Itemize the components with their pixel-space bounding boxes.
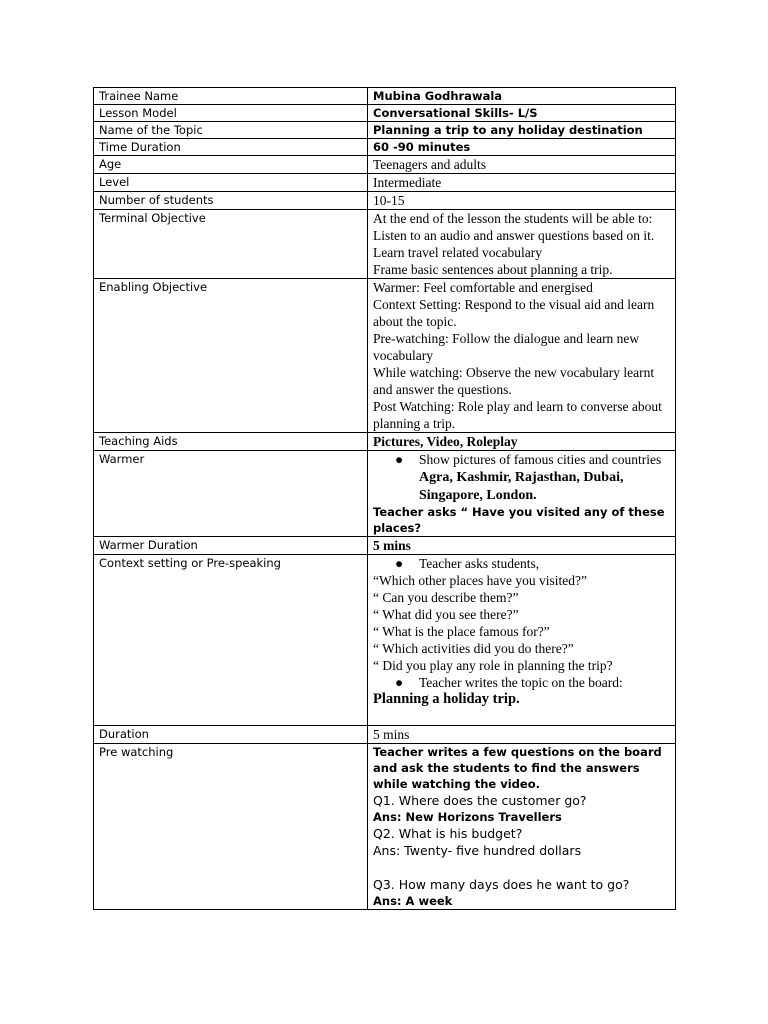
enabling-objective-label: Enabling Objective xyxy=(94,279,368,433)
terminal-objective-value xyxy=(368,210,676,279)
students-value: 10-15 xyxy=(368,192,676,210)
board-topic: Planning a holiday trip. xyxy=(373,691,520,707)
bullet-icon: ● xyxy=(395,452,404,467)
row-terminal-objective xyxy=(94,210,676,279)
trainee-name-label: Trainee Name xyxy=(94,88,368,105)
context-setting-value xyxy=(368,555,676,726)
lesson-plan-table xyxy=(93,87,676,910)
row-pre-watching xyxy=(94,744,676,910)
terminal-line: Frame basic sentences about planning a trip. xyxy=(373,262,613,277)
row-warmer xyxy=(94,451,676,537)
answer-1: Ans: New Horizons Travellers xyxy=(373,810,562,824)
context-setting-label: Context setting or Pre-speaking xyxy=(94,555,368,726)
level-label: Level xyxy=(94,174,368,192)
bullet-icon: ● xyxy=(395,556,404,571)
warmer-bullet-text: Show pictures of famous cities and countries xyxy=(419,452,662,467)
terminal-line: At the end of the lesson the students will be able to: xyxy=(373,211,653,226)
context-question: “ What is the place famous for?” xyxy=(373,624,550,639)
context-question: “ Did you play any role in planning the trip? xyxy=(373,658,613,673)
terminal-line: Learn travel related vocabulary xyxy=(373,245,543,260)
answer-2: Ans: Twenty- five hundred dollars xyxy=(373,843,582,858)
context-question: “ What did you see there?” xyxy=(373,607,519,622)
context-bullet-2 xyxy=(373,674,671,691)
topic-value: Planning a trip to any holiday destination xyxy=(368,122,676,139)
context-question: “ Which activities did you do there?” xyxy=(373,641,574,656)
enabling-line: While watching: Observe the new vocabulary learnt and answer the questions. xyxy=(373,365,655,397)
time-duration-value: 60 -90 minutes xyxy=(368,139,676,156)
row-context-setting xyxy=(94,555,676,726)
warmer-bullet-item xyxy=(373,451,671,504)
row-teaching-aids xyxy=(94,433,676,451)
context-bullet-1-text: Teacher asks students, xyxy=(419,556,540,571)
row-lesson-model xyxy=(94,105,676,122)
row-age xyxy=(94,156,676,174)
students-label: Number of students xyxy=(94,192,368,210)
trainee-name-value: Mubina Godhrawala xyxy=(368,88,676,105)
row-level xyxy=(94,174,676,192)
warmer-duration-value: 5 mins xyxy=(368,537,676,555)
warmer-teacher-question: Teacher asks “ Have you visited any of these places? xyxy=(373,505,665,535)
lesson-model-label: Lesson Model xyxy=(94,105,368,122)
teaching-aids-label: Teaching Aids xyxy=(94,433,368,451)
bullet-icon: ● xyxy=(395,675,404,690)
enabling-line: Pre-watching: Follow the dialogue and learn new vocabulary xyxy=(373,331,640,363)
duration-value: 5 mins xyxy=(368,726,676,744)
warmer-places: Agra, Kashmir, Rajasthan, Dubai, Singapore, London. xyxy=(419,470,624,503)
pre-watching-intro: Teacher writes a few questions on the board and ask the students to find the answers while watching the video. xyxy=(373,745,662,791)
enabling-line: Post Watching: Role play and learn to converse about planning a trip. xyxy=(373,399,662,431)
spacer xyxy=(373,859,671,876)
pre-watching-label: Pre watching xyxy=(94,744,368,910)
topic-label: Name of the Topic xyxy=(94,122,368,139)
pre-watching-value xyxy=(368,744,676,910)
row-topic xyxy=(94,122,676,139)
enabling-line: Warmer: Feel comfortable and energised xyxy=(373,280,593,295)
age-value: Teenagers and adults xyxy=(368,156,676,174)
level-value: Intermediate xyxy=(368,174,676,192)
row-time-duration xyxy=(94,139,676,156)
warmer-label: Warmer xyxy=(94,451,368,537)
question-3: Q3. How many days does he want to go? xyxy=(373,877,630,892)
teaching-aids-value: Pictures, Video, Roleplay xyxy=(368,433,676,451)
row-enabling-objective xyxy=(94,279,676,433)
question-1: Q1. Where does the customer go? xyxy=(373,793,587,808)
context-question: “ Can you describe them?” xyxy=(373,590,519,605)
age-label: Age xyxy=(94,156,368,174)
warmer-value xyxy=(368,451,676,537)
context-bullet-2-text: Teacher writes the topic on the board: xyxy=(419,675,623,690)
duration-label: Duration xyxy=(94,726,368,744)
spacer xyxy=(373,708,671,725)
row-students xyxy=(94,192,676,210)
enabling-objective-value xyxy=(368,279,676,433)
answer-3: Ans: A week xyxy=(373,894,453,908)
row-duration xyxy=(94,726,676,744)
context-bullet-1 xyxy=(373,555,671,572)
row-warmer-duration xyxy=(94,537,676,555)
warmer-duration-label: Warmer Duration xyxy=(94,537,368,555)
time-duration-label: Time Duration xyxy=(94,139,368,156)
context-question: “Which other places have you visited?” xyxy=(373,573,588,588)
question-2: Q2. What is his budget? xyxy=(373,826,523,841)
row-trainee-name xyxy=(94,88,676,105)
lesson-model-value: Conversational Skills- L/S xyxy=(368,105,676,122)
terminal-objective-label: Terminal Objective xyxy=(94,210,368,279)
enabling-line: Context Setting: Respond to the visual aid and learn about the topic. xyxy=(373,297,655,329)
terminal-line: Listen to an audio and answer questions based on it. xyxy=(373,228,655,243)
